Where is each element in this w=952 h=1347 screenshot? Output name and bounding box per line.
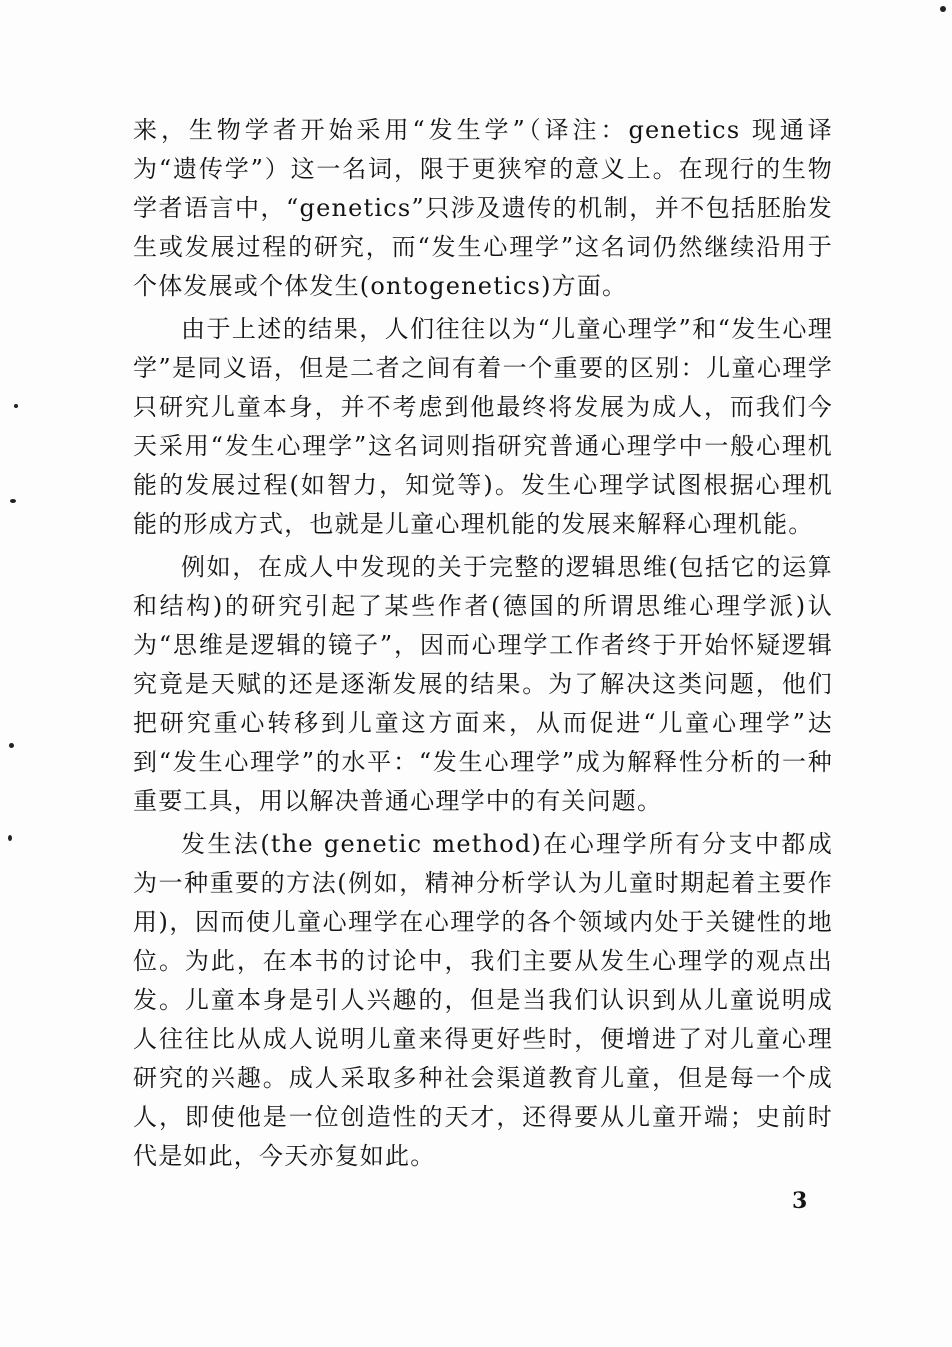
scan-speck [14, 404, 18, 408]
scan-speck [9, 743, 14, 748]
paragraph-1: 来，生物学者开始采用“发生学”（译注：genetics 现通译为“遗传学”）这一名词，限于更狭窄的意义上。在现行的生物学者语言中，“genetics”只涉及遗传的机制，并不包括胚胎发生或发展过程的研究，而“发生心理学”这名词仍然继续沿用于个体发展或个体发生(ontogenetics)方面。 [133, 116, 833, 300]
scan-speck [10, 499, 16, 503]
scan-speck [940, 6, 946, 12]
paragraph-3: 例如，在成人中发现的关于完整的逻辑思维(包括它的运算和结构)的研究引起了某些作者(德国的所谓思维心理学派)认为“思维是逻辑的镜子”，因而心理学工作者终于开始怀疑逻辑究竟是天赋的还是逐渐发展的结果。为了解决这类问题，他们把研究重心转移到儿童这方面来，从而促进“儿童心理学”达到“发生心理学”的水平：“发生心理学”成为解释性分析的一种重要工具，用以解决普通心理学中的有关问题。 [133, 553, 833, 815]
body-text [133, 111, 833, 1180]
scan-speck [8, 835, 12, 841]
paragraph-2: 由于上述的结果，人们往往以为“儿童心理学”和“发生心理学”是同义语，但是二者之间有着一个重要的区别：儿童心理学只研究儿童本身，并不考虑到他最终将发展为成人，而我们今天采用“发生心理学”这名词则指研究普通心理学中一般心理机能的发展过程(如智力，知觉等)。发生心理学试图根据心理机能的形成方式，也就是儿童心理机能的发展来解释心理机能。 [133, 315, 833, 538]
page-number: 3 [792, 1188, 808, 1214]
paragraph-4: 发生法(the genetic method)在心理学所有分支中都成为一种重要的方法(例如，精神分析学认为儿童时期起着主要作用)，因而使儿童心理学在心理学的各个领域内处于关键性的地位。为此，在本书的讨论中，我们主要从发生心理学的观点出发。儿童本身是引人兴趣的，但是当我们认识到从儿童说明成人往往比从成人说明儿童来得更好些时，便增进了对儿童心理研究的兴趣。成人采取多种社会渠道教育儿童，但是每一个成人，即使他是一位创造性的天才，还得要从儿童开端；史前时代是如此，今天亦复如此。 [133, 830, 833, 1170]
